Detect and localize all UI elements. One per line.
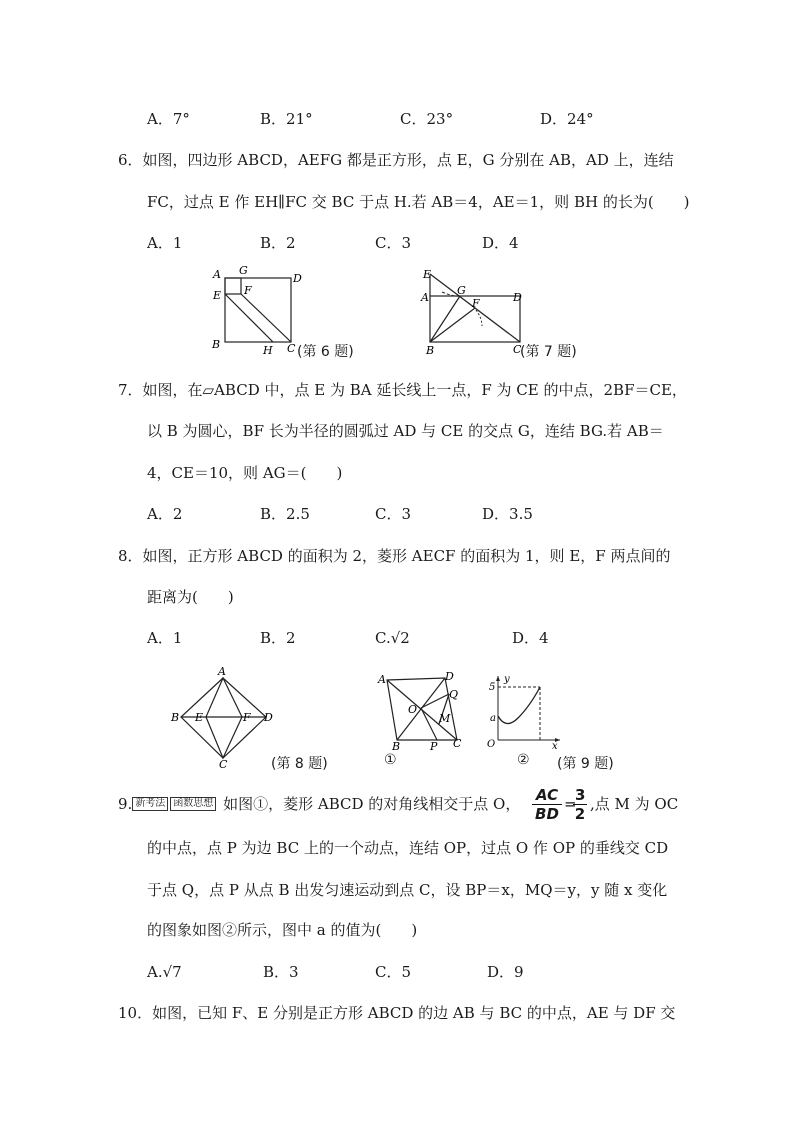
svg-text:B: B xyxy=(171,711,180,724)
q6-text-line2: FC，过点 E 作 EH∥FC 交 BC 于点 H.若 AB＝4，AE＝1，则 BH 的长为( ) xyxy=(147,193,690,211)
q5-option-a: A．7° xyxy=(147,110,190,128)
q5-option-d: D．24° xyxy=(540,110,594,128)
svg-text:E: E xyxy=(195,711,204,724)
svg-text:B: B xyxy=(426,344,435,357)
svg-text:a: a xyxy=(490,713,496,724)
q9-caption: (第 9 题) xyxy=(557,756,614,772)
q6-option-c: C．3 xyxy=(375,234,412,252)
q9-figure1-label: ① xyxy=(384,752,397,768)
svg-text:E: E xyxy=(423,268,432,281)
q7-option-b: B．2.5 xyxy=(260,505,310,523)
q9-fraction-ac-bd xyxy=(532,786,562,823)
q9-fraction-3-2 xyxy=(573,786,587,823)
q9-fraction-num-ac: AC xyxy=(532,786,562,805)
q7-option-d: D．3.5 xyxy=(482,505,533,523)
svg-text:P: P xyxy=(430,740,438,750)
svg-text:A: A xyxy=(378,673,386,686)
svg-text:G: G xyxy=(239,264,248,277)
q10-text-line1: 10．如图，已知 F、E 分别是正方形 ABCD 的边 AB 与 BC 的中点，AE 与 DF 交 xyxy=(118,1004,676,1022)
svg-text:A: A xyxy=(421,291,429,304)
svg-text:5: 5 xyxy=(489,682,496,693)
svg-text:O: O xyxy=(487,739,496,750)
q6-option-d: D．4 xyxy=(482,234,519,252)
svg-text:A: A xyxy=(218,665,226,678)
q9-text-line1a: 如图①，菱形 ABCD 的对角线相交于点 O， xyxy=(223,795,521,813)
q9-fraction-den-bd: BD xyxy=(535,805,559,823)
svg-text:C: C xyxy=(219,758,228,770)
q7-text-line2: 以 B 为圆心，BF 长为半径的圆弧过 AD 与 CE 的交点 G，连结 BG.若 AB＝ xyxy=(147,422,664,440)
q9-option-a: A.√7 xyxy=(147,963,182,981)
svg-text:H: H xyxy=(263,344,273,357)
q6-option-b: B．2 xyxy=(260,234,296,252)
q9-fraction-num-3: 3 xyxy=(575,786,586,804)
tag-function-thinking: 函数思想 xyxy=(170,797,216,811)
q9-figure2-label: ② xyxy=(517,752,530,768)
svg-text:C: C xyxy=(513,343,522,356)
q9-option-b: B．3 xyxy=(263,963,299,981)
svg-text:x: x xyxy=(552,741,558,750)
q6-text-line1: 6．如图，四边形 ABCD，AEFG 都是正方形，点 E，G 分别在 AB，AD 上，连结 xyxy=(118,151,674,169)
q9-text-line3: 于点 Q，点 P 从点 B 出发匀速运动到点 C，设 BP＝x，MQ＝y，y 随 x 变化 xyxy=(147,881,668,899)
q9-text-line1 xyxy=(118,794,520,814)
q7-option-a: A．2 xyxy=(147,505,183,523)
q6-caption: (第 6 题) xyxy=(297,344,354,360)
q9-number: 9. xyxy=(118,795,133,813)
svg-text:F: F xyxy=(472,297,480,310)
q9-text-line1b: ,点 M 为 OC xyxy=(590,795,679,813)
q8-option-c: C.√2 xyxy=(375,629,410,647)
svg-text:M: M xyxy=(439,712,451,725)
q8-option-b: B．2 xyxy=(260,629,296,647)
q7-text-line1: 7．如图，在▱ABCD 中，点 E 为 BA 延长线上一点，F 为 CE 的中点，2BF＝CE， xyxy=(118,381,687,399)
svg-text:D: D xyxy=(445,670,454,683)
q9-text-line2: 的中点，点 P 为边 BC 上的一个动点，连结 OP，过点 O 作 OP 的垂线交 CD xyxy=(147,839,669,857)
svg-text:B: B xyxy=(392,740,401,750)
svg-text:F: F xyxy=(243,711,251,724)
svg-text:D: D xyxy=(293,272,302,285)
q8-option-d: D．4 xyxy=(512,629,549,647)
svg-text:D: D xyxy=(264,711,273,724)
q6-option-a: A．1 xyxy=(147,234,183,252)
q5-option-c: C．23° xyxy=(400,110,454,128)
q7-caption: (第 7 题) xyxy=(520,344,577,360)
svg-text:O: O xyxy=(408,703,418,716)
figure-q7 xyxy=(420,264,530,360)
q9-option-d: D．9 xyxy=(487,963,524,981)
q9-text-line4: 的图象如图②所示，图中 a 的值为( ) xyxy=(147,921,418,939)
svg-text:Q: Q xyxy=(449,688,459,701)
figure-q9-graph xyxy=(484,672,564,750)
svg-text:E: E xyxy=(213,289,222,302)
q9-option-c: C．5 xyxy=(375,963,412,981)
q8-text-line2: 距离为( ) xyxy=(147,588,234,606)
q9-fraction-den-2: 2 xyxy=(574,805,586,823)
svg-text:y: y xyxy=(504,674,510,685)
q9-fraction-equals: = xyxy=(564,795,577,813)
svg-text:C: C xyxy=(453,737,462,750)
q5-option-b: B．21° xyxy=(260,110,313,128)
svg-text:F: F xyxy=(244,284,252,297)
svg-text:D: D xyxy=(513,291,522,304)
figure-q6 xyxy=(205,262,305,360)
q7-option-c: C．3 xyxy=(375,505,412,523)
svg-text:B: B xyxy=(212,338,221,351)
svg-text:A: A xyxy=(213,268,221,281)
q7-text-line3: 4，CE＝10，则 AG＝( ) xyxy=(147,464,343,482)
q8-caption: (第 8 题) xyxy=(271,756,328,772)
figure-q9-rhombus xyxy=(375,668,465,750)
svg-text:G: G xyxy=(457,284,466,297)
tag-new-method: 新考法 xyxy=(132,797,168,811)
svg-text:C: C xyxy=(287,342,296,355)
q8-text-line1: 8．如图，正方形 ABCD 的面积为 2，菱形 AECF 的面积为 1，则 E，F 两点间的 xyxy=(118,547,671,565)
q8-option-a: A．1 xyxy=(147,629,183,647)
figure-q8 xyxy=(170,664,275,770)
